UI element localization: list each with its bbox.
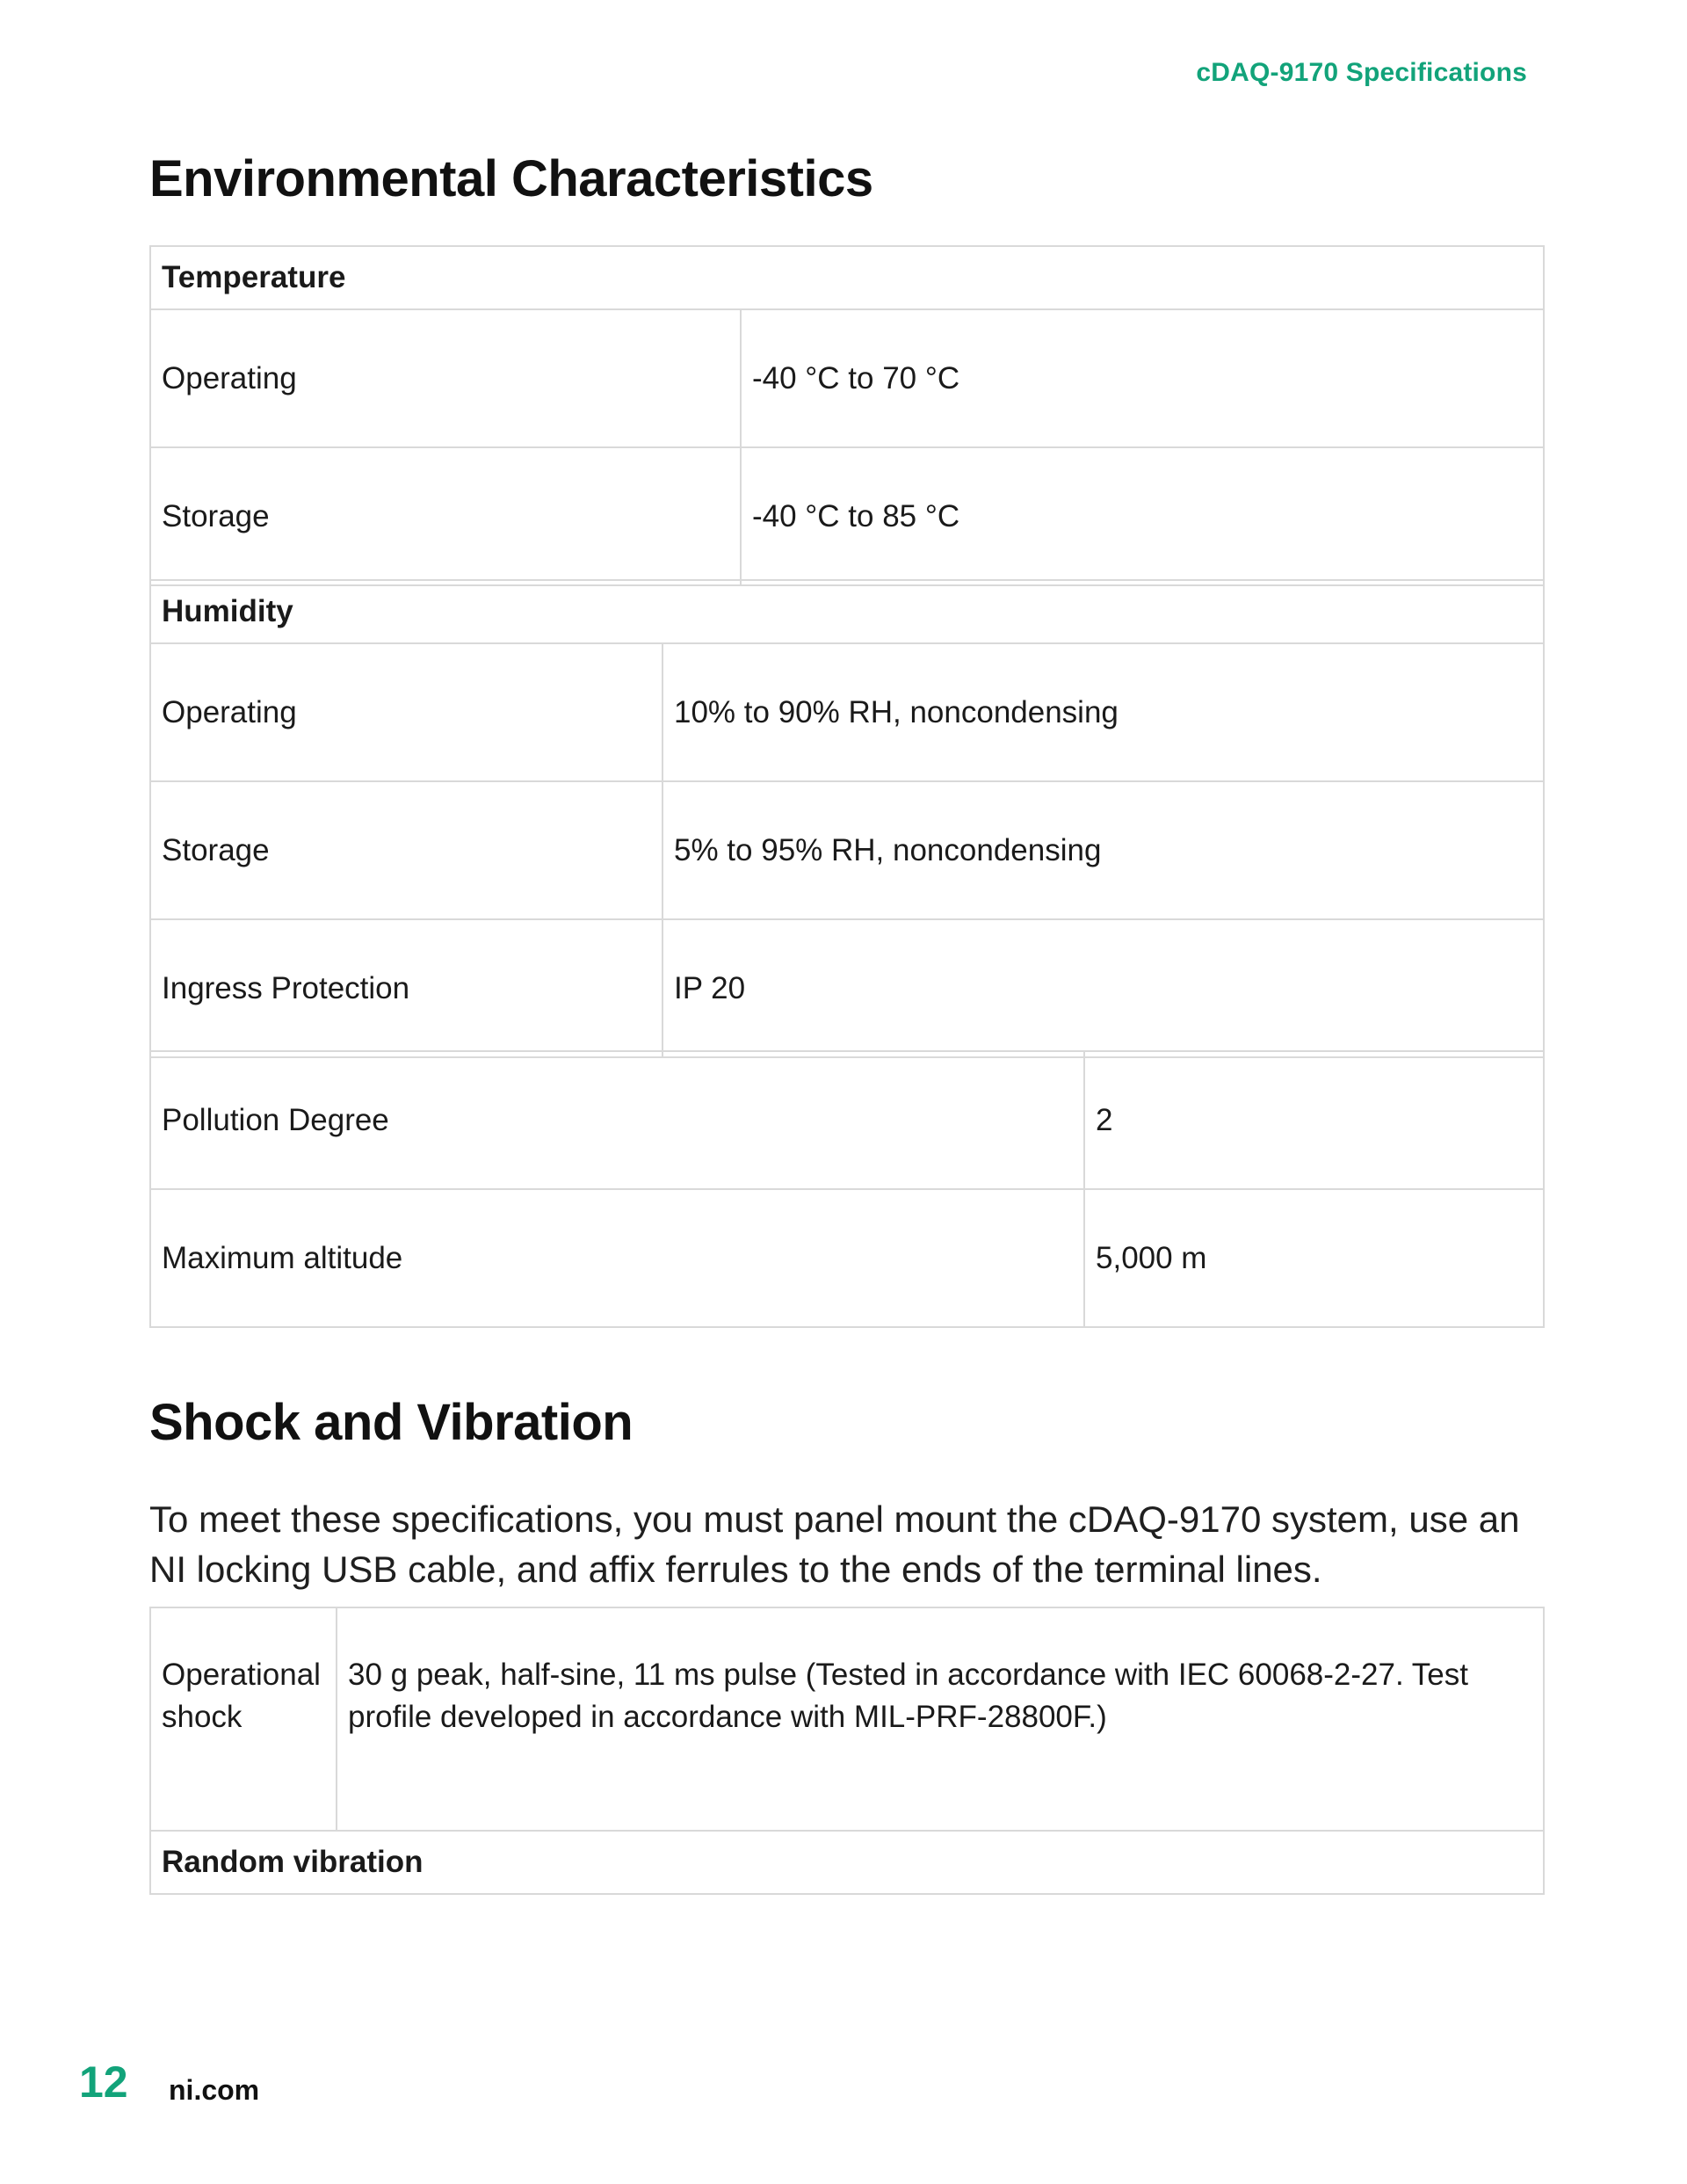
- humidity-table: [149, 579, 1545, 1058]
- humidity-group-label: Humidity: [150, 580, 1544, 643]
- temperature-table: [149, 245, 1545, 586]
- operational-shock-label: Operational shock: [150, 1607, 337, 1831]
- running-header-title: cDAQ-9170 Specifications: [1196, 58, 1527, 87]
- environmental-heading: Environmental Characteristics: [149, 150, 873, 207]
- table-row: [150, 309, 1544, 447]
- temperature-storage-label: Storage: [150, 447, 741, 585]
- humidity-operating-label: Operating: [150, 643, 662, 781]
- table-row: [150, 919, 1544, 1057]
- table-row: [150, 447, 1544, 585]
- footer-site-link[interactable]: ni.com: [169, 2074, 260, 2106]
- operational-shock-value: 30 g peak, half-sine, 11 ms pulse (Tested in accordance with IEC 60068-2-27. Test profile developed in accordance with MIL-PRF-28800F.): [337, 1607, 1544, 1831]
- temperature-operating-value: -40 °C to 70 °C: [741, 309, 1544, 447]
- pollution-degree-value: 2: [1084, 1051, 1544, 1189]
- table-row: [150, 1051, 1544, 1189]
- ingress-protection-label: Ingress Protection: [150, 919, 662, 1057]
- humidity-operating-value: 10% to 90% RH, noncondensing: [662, 643, 1544, 781]
- table-row: [150, 643, 1544, 781]
- table-row: [150, 246, 1544, 309]
- pollution-degree-label: Pollution Degree: [150, 1051, 1084, 1189]
- temperature-storage-value: -40 °C to 85 °C: [741, 447, 1544, 585]
- temperature-operating-label: Operating: [150, 309, 741, 447]
- humidity-storage-label: Storage: [150, 781, 662, 919]
- shock-vibration-heading: Shock and Vibration: [149, 1394, 634, 1451]
- maximum-altitude-value: 5,000 m: [1084, 1189, 1544, 1327]
- pollution-altitude-table: [149, 1050, 1545, 1328]
- table-row: [150, 580, 1544, 643]
- temperature-group-label: Temperature: [150, 246, 1544, 309]
- table-row: [150, 1831, 1544, 1894]
- page-number: 12: [79, 2057, 128, 2107]
- shock-vibration-intro: To meet these specifications, you must panel mount the cDAQ-9170 system, use an NI locking USB cable, and affix ferrules to the ends of the terminal lines.: [149, 1498, 1520, 1590]
- table-row: [150, 1607, 1544, 1831]
- ingress-protection-value: IP 20: [662, 919, 1544, 1057]
- shock-vibration-table: [149, 1607, 1545, 1895]
- maximum-altitude-label: Maximum altitude: [150, 1189, 1084, 1327]
- table-row: [150, 1189, 1544, 1327]
- table-row: [150, 781, 1544, 919]
- random-vibration-label: Random vibration: [150, 1831, 1544, 1894]
- humidity-storage-value: 5% to 95% RH, noncondensing: [662, 781, 1544, 919]
